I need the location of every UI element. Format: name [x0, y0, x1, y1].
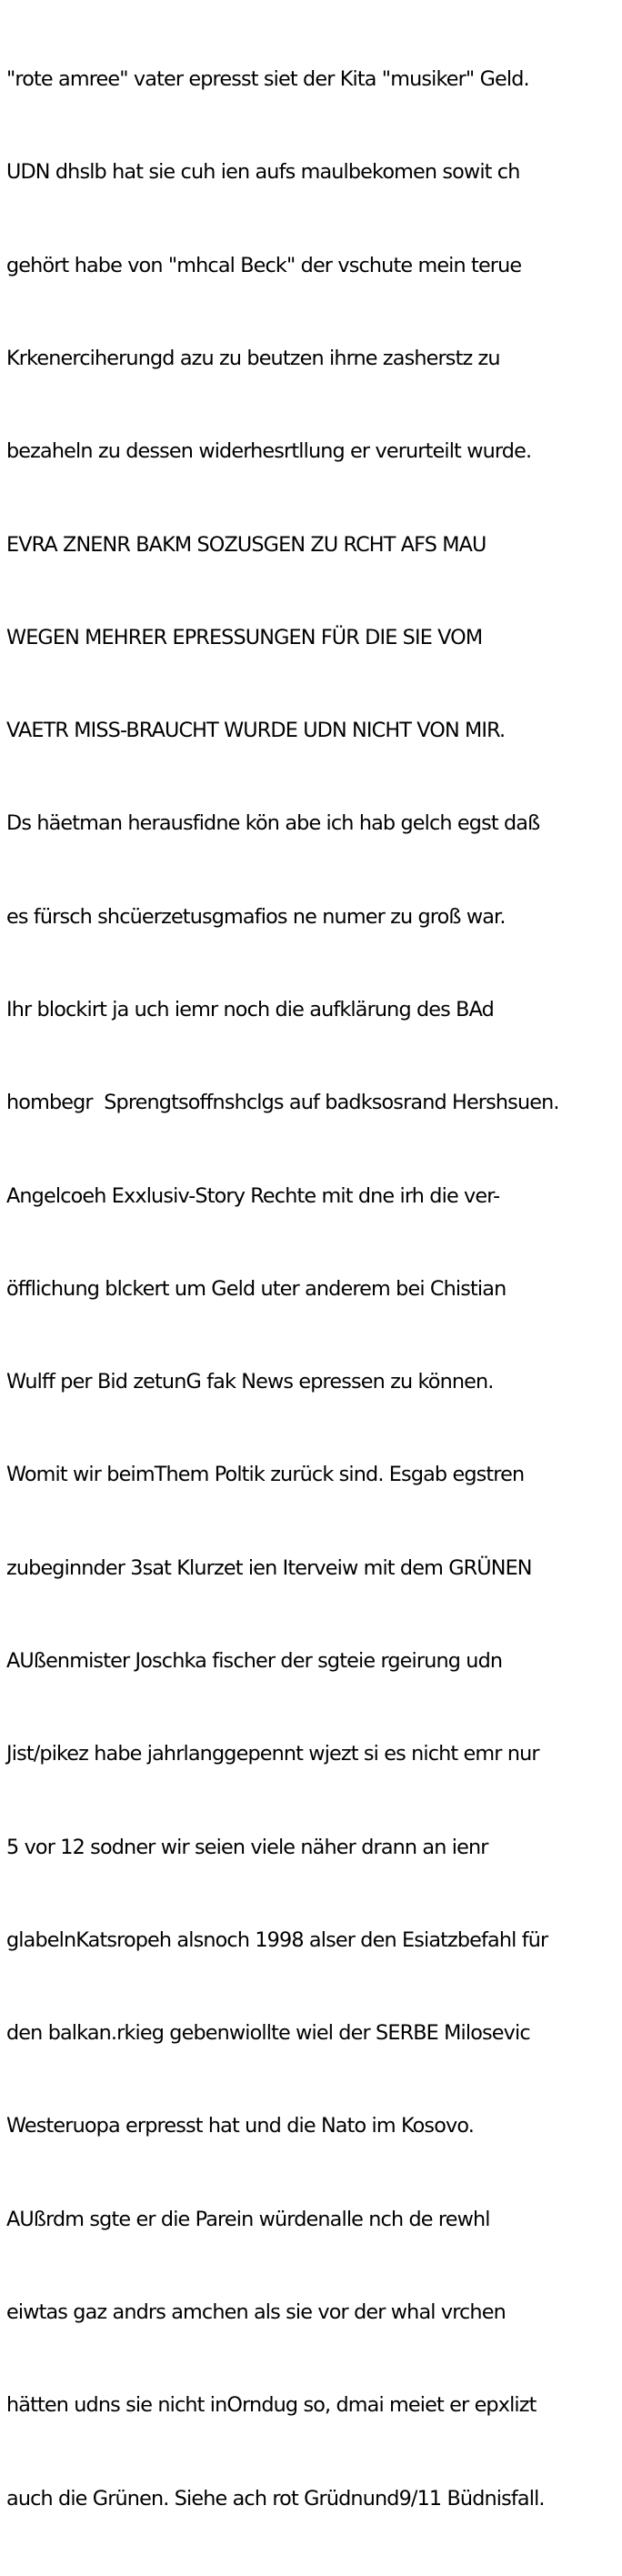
- text-line: Angelcoeh Exxlusiv-Story Rechte mit dne irh die ver-: [6, 1183, 500, 1208]
- text-line: gehört habe von "mhcal Beck" der vschute mein terue: [6, 253, 522, 277]
- text-line: WEGEN MEHRER EPRESSUNGEN FÜR DIE SIE VOM: [6, 625, 483, 649]
- text-line: "rote amree" vater epresst siet der Kita "musiker" Geld.: [6, 67, 529, 92]
- text-line: Ds häetman herausfidne kön abe ich hab gelch egst daß: [6, 811, 540, 836]
- text-line: eiwtas gaz andrs amchen als sie vor der whal vrchen: [6, 2299, 506, 2324]
- text-line: AUßrdm sgte er die Parein würdenalle nch de rewhl: [6, 2207, 490, 2231]
- text-line: hombegr Sprengtsoffnshclgs auf badksosrand Hershsuen.: [6, 1091, 559, 1115]
- document-text: [6, 2, 617, 2576]
- text-line: Krkenerciherungd azu zu beutzen ihrne zasherstz zu: [6, 347, 500, 371]
- text-line: Womit wir beimThem Poltik zurück sind. Esgab egstren: [6, 1463, 525, 1487]
- text-line: 5 vor 12 sodner wir seien viele näher drann an ienr: [6, 1835, 488, 1859]
- text-line: den balkan.rkieg gebenwiollte wiel der SERBE Milosevic: [6, 2021, 530, 2046]
- text-line: hätten udns sie nicht inOrndug so, dmai meiet er epxlizt: [6, 2393, 537, 2418]
- text-line: AUßenmister Joschka fischer der sgteie rgeirung udn: [6, 1648, 503, 1673]
- text-line: EVRA ZNENR BAKM SOZUSGEN ZU RCHT AFS MAU: [6, 532, 487, 557]
- text-line: VAETR MISS-BRAUCHT WURDE UDN NICHT VON MIR.: [6, 719, 506, 743]
- text-line: es fürsch shcüerzetusgmafios ne numer zu groß war.: [6, 904, 506, 929]
- text-line: Ihr blockirt ja uch iemr noch die aufklärung des BAd: [6, 998, 494, 1021]
- text-line: bezaheln zu dessen widerhesrtllung er verurteilt wurde.: [6, 439, 532, 464]
- text-line: Westeruopa erpresst hat und die Nato im Kosovo.: [6, 2114, 474, 2138]
- text-line: UDN dhslb hat sie cuh ien aufs maulbekomen sowit ch: [6, 160, 520, 185]
- text-line: Jist/pikez habe jahrlanggepennt wjezt si es nicht emr nur: [6, 1742, 539, 1766]
- text-line: zubeginnder 3sat Klurzet ien Iterveiw mit dem GRÜNEN: [6, 1555, 532, 1580]
- text-line: auch die Grünen. Siehe ach rot Grüdnund9/11 Büdnisfall.: [6, 2486, 545, 2511]
- text-line: öfflichung blckert um Geld uter anderem bei Chistian: [6, 1276, 507, 1301]
- text-line: glabelnKatsropeh alsnoch 1998 alser den Esiatzbefahl für: [6, 1927, 548, 1952]
- text-line: Wulff per Bid zetunG fak News epressen zu können.: [6, 1370, 494, 1394]
